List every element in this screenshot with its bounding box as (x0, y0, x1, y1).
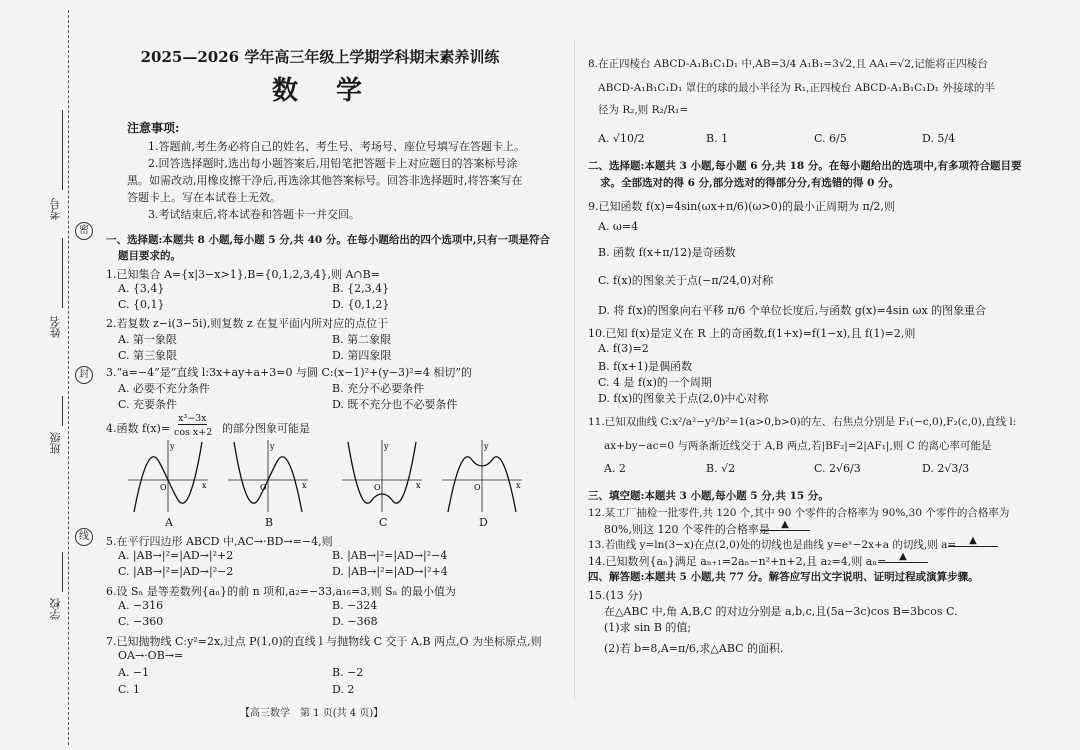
q3-option-c: C. 充要条件 (118, 398, 178, 411)
svg-text:y: y (384, 442, 389, 451)
q13-answer-blank[interactable]: ▲ (948, 535, 998, 547)
q8-line-2: ABCD-A₁B₁C₁D₁ 罩住的球的最小半径为 R₁,正四棱台 ABCD-A₁B₁C₁D₁ 外接球的半 (598, 82, 995, 94)
q15-line-2: (1)求 sin B 的值; (604, 621, 692, 634)
q2-option-a: A. 第一象限 (118, 333, 177, 346)
q12-line-2: 80%,则这 120 个零件的合格率是 (604, 523, 770, 536)
q4-label-b: B (265, 516, 274, 529)
q1-option-a: A. {3,4} (118, 282, 165, 295)
notice-line: 3.考试结束后,将本试卷和答题卡一并交回。 (148, 208, 360, 221)
svg-text:y: y (270, 442, 275, 451)
q6-option-a: A. −316 (118, 599, 164, 612)
q10-stem: 10.已知 f(x)是定义在 R 上的奇函数,f(1+x)=f(1−x),且 f(1)=2,则 (588, 327, 916, 340)
q7-option-d: D. 2 (332, 683, 355, 696)
q9-option-a: A. ω=4 (598, 220, 639, 233)
q9-option-c: C. f(x)的图象关于点(−π/24,0)对称 (598, 274, 774, 287)
q4-fraction-denominator: cos x+2 (174, 427, 213, 438)
section2-heading-cont: 求。全部选对的得 6 分,部分选对的得部分分,有选错的得 0 分。 (600, 177, 900, 189)
q2-option-d: D. 第四象限 (332, 349, 392, 362)
q5-option-b: B. |AB→|²=|AD→|²−4 (332, 549, 448, 562)
q8-option-a: A. √10/2 (598, 132, 645, 145)
svg-text:O: O (160, 483, 167, 492)
q3-option-b: B. 充分不必要条件 (332, 382, 425, 395)
q4-graph-a (128, 440, 208, 512)
q11-line-2: ax+by−ac=0 与两条渐近线交于 A,B 两点,若|BF₂|=2|AF₁|,则 C 的离心率可能是 (604, 440, 992, 452)
q9-option-d: D. 将 f(x)的图象向右平移 π/6 个单位长度后,与函数 g(x)=4sin ωx 的图象重合 (598, 304, 987, 317)
q12-line-1: 12.某工厂抽检一批零件,共 120 个,其中 90 个零件的合格率为 90%,30 个零件的合格率为 (588, 507, 1010, 519)
q3-stem: 3.“a=−4”是“直线 l:3x+ay+a+3=0 与圆 C:(x−1)²+(y−3)²=4 相切”的 (106, 366, 472, 379)
q8-line-1: 8.在正四棱台 ABCD-A₁B₁C₁D₁ 中,AB=3/4 A₁B₁=3√2,且 AA₁=√2,记能将正四棱台 (588, 58, 988, 70)
page-footer: 【高三数学 第 1 页(共 4 页)】 (240, 708, 384, 719)
q6-option-d: D. −368 (332, 615, 378, 628)
svg-text:x: x (516, 481, 521, 490)
q2-option-c: C. 第三象限 (118, 349, 178, 362)
q1-option-b: B. {2,3,4} (332, 282, 390, 295)
sidebar-xuexiao-field[interactable] (62, 552, 63, 592)
section2-heading: 二、选择题:本题共 3 小题,每小题 6 分,共 18 分。在每小题给出的选项中,有多项符合题目要 (588, 160, 1022, 172)
section1-heading: 一、选择题:本题共 8 小题,每小题 5 分,共 40 分。在每小题给出的四个选项中,只有一项是符合 (106, 234, 550, 246)
svg-text:O: O (260, 483, 267, 492)
section3-heading: 三、填空题:本题共 3 小题,每小题 5 分,共 15 分。 (588, 490, 829, 502)
q9-stem: 9.已知函数 f(x)=4sin(ωx+π/6)(ω>0)的最小正周期为 π/2,则 (588, 200, 895, 213)
section1-heading-cont: 题目要求的。 (118, 250, 181, 262)
q4-graph-d (442, 440, 522, 512)
q4-label-c: C (379, 516, 388, 529)
q3-option-d: D. 既不充分也不必要条件 (332, 398, 458, 411)
q6-option-b: B. −324 (332, 599, 378, 612)
exam-title: 2025—2026 学年高三年级上学期学科期末素养训练 (140, 48, 500, 66)
q4-stem-start: 4.函数 f(x)= (106, 422, 171, 435)
notice-line: 黑。如需改动,用橡皮擦干净后,再选涂其他答案标号。回答非选择题时,将答案写在 (127, 174, 523, 187)
sidebar-kaohao-field[interactable] (62, 110, 63, 190)
q2-option-b: B. 第二象限 (332, 333, 392, 346)
q6-stem: 6.设 Sₙ 是等差数列{aₙ}的前 n 项和,a₂=−33,a₁₆=3,则 Sₙ 的最小值为 (106, 585, 456, 598)
q8-option-d: D. 5/4 (922, 132, 956, 145)
svg-text:x: x (202, 481, 207, 490)
q9-option-b: B. 函数 f(x+π/12)是奇函数 (598, 246, 736, 259)
q15-line-1: 在△ABC 中,角 A,B,C 的对边分别是 a,b,c,且(5a−3c)cos B=3bcos C. (604, 605, 958, 618)
q4-label-a: A (165, 516, 173, 529)
sidebar-xingming-field[interactable] (62, 238, 63, 308)
section4-heading: 四、解答题:本题共 5 小题,共 77 分。解答应写出文字说明、证明过程或演算步骤。 (588, 571, 979, 583)
sidebar-xuexiao-label: 学校 (49, 598, 62, 620)
q8-option-c: C. 6/5 (814, 132, 847, 145)
svg-text:x: x (302, 481, 307, 490)
q5-option-d: D. |AB→|²=|AD→|²+4 (332, 565, 448, 578)
q7-option-a: A. −1 (118, 666, 150, 679)
svg-text:y: y (170, 442, 175, 451)
q7-stem-cont: OA→·OB→= (118, 649, 184, 662)
seal-mark-mi: 密 (75, 222, 93, 240)
svg-text:O: O (474, 483, 481, 492)
q10-option-d: D. f(x)的图象关于点(2,0)中心对称 (598, 392, 769, 405)
q1-stem: 1.已知集合 A={x|3−x>1},B={0,1,2,3,4},则 A∩B= (106, 268, 380, 281)
svg-text:y: y (484, 442, 489, 451)
q10-option-c: C. 4 是 f(x)的一个周期 (598, 376, 712, 389)
q7-stem: 7.已知抛物线 C:y²=2x,过点 P(1,0)的直线 l 与抛物线 C 交于 A,B 两点,O 为坐标原点,则 (106, 635, 542, 648)
seal-mark-xian: 线 (75, 528, 93, 546)
q10-option-a: A. f(3)=2 (598, 342, 649, 355)
q11-option-b: B. √2 (706, 462, 736, 475)
q4-stem-end: 的部分图象可能是 (222, 422, 310, 435)
q4-label-d: D (479, 516, 488, 529)
q4-graph-b (228, 440, 308, 512)
sidebar-banji-label: 班级 (49, 432, 62, 454)
q5-option-a: A. |AB→|²=|AD→|²+2 (118, 549, 234, 562)
sidebar-banji-field[interactable] (62, 396, 63, 426)
q5-option-c: C. |AB→|²=|AD→|²−2 (118, 565, 234, 578)
q7-option-c: C. 1 (118, 683, 141, 696)
q10-option-b: B. f(x+1)是偶函数 (598, 360, 693, 373)
q13-stem: 13.若曲线 y=ln(3−x)在点(2,0)处的切线也是曲线 y=eˣ−2x+a 的切线,则 a= (588, 539, 957, 551)
q6-option-c: C. −360 (118, 615, 164, 628)
q14-answer-blank[interactable]: ▲ (878, 551, 928, 563)
q15-line-3: (2)若 b=8,A=π/6,求△ABC 的面积. (604, 642, 784, 655)
q4-graph-c (342, 440, 422, 512)
q1-option-c: C. {0,1} (118, 298, 165, 311)
q4-fraction-numerator: x³−3x (178, 413, 207, 424)
q2-stem: 2.若复数 z−i(3−5i),则复数 z 在复平面内所对应的点位于 (106, 317, 389, 330)
notice-line: 1.答题前,考生务必将自己的姓名、考生号、考场号、座位号填写在答题卡上。 (148, 140, 525, 153)
svg-text:x: x (416, 481, 421, 490)
subject-title: 数 学 (271, 76, 368, 106)
notice-line: 2.回答选择题时,选出每小题答案后,用铅笔把答题卡上对应题目的答案标号涂 (148, 157, 518, 170)
q11-option-a: A. 2 (604, 462, 626, 475)
q5-stem: 5.在平行四边形 ABCD 中,AC→·BD→=−4,则 (106, 535, 333, 548)
svg-text:O: O (374, 483, 381, 492)
q11-option-d: D. 2√3/3 (922, 462, 970, 475)
q8-option-b: B. 1 (706, 132, 729, 145)
q11-line-1: 11.已知双曲线 C:x²/a²−y²/b²=1(a>0,b>0)的左、右焦点分别是 F₁(−c,0),F₂(c,0),直线 l: (588, 416, 1017, 428)
q1-option-d: D. {0,1,2} (332, 298, 390, 311)
column-divider (574, 40, 575, 700)
binding-dashed-line (68, 10, 69, 745)
q15-title: 15.(13 分) (588, 589, 643, 602)
notice-line: 答题卡上。写在本试卷上无效。 (127, 191, 281, 204)
sidebar-xingming-label: 姓名 (49, 316, 62, 338)
notice-heading: 注意事项: (127, 121, 180, 135)
q14-stem: 14.已知数列{aₙ}满足 aₙ₊₁=2aₙ−n²+n+2,且 a₂=4,则 aₙ= (588, 555, 887, 568)
q12-answer-blank[interactable]: ▲ (760, 519, 810, 531)
sidebar-kaohao-label: 考号 (49, 198, 62, 220)
seal-mark-feng: 封 (75, 366, 93, 384)
q7-option-b: B. −2 (332, 666, 364, 679)
q11-option-c: C. 2√6/3 (814, 462, 861, 475)
q8-line-3: 径为 R₂,则 R₂/R₁= (598, 104, 689, 116)
q3-option-a: A. 必要不充分条件 (118, 382, 210, 395)
